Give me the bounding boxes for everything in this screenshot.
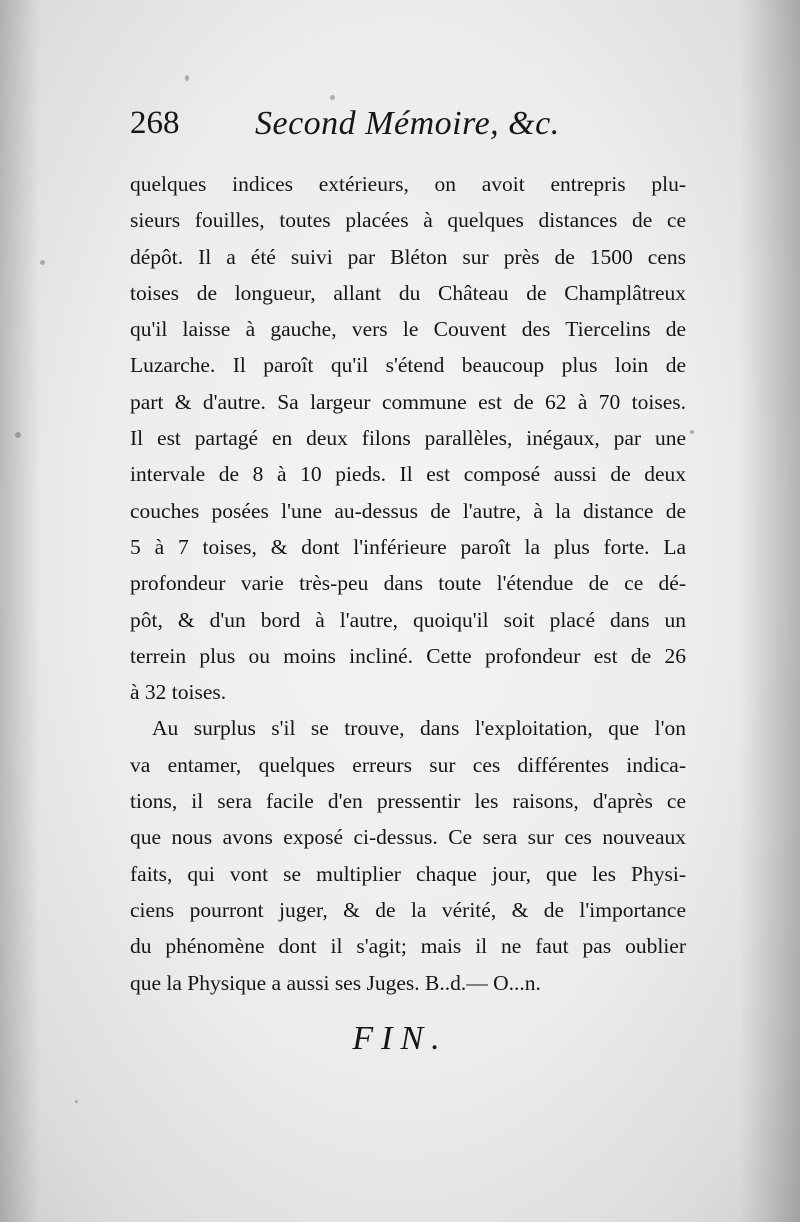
text-line: que nous avons exposé ci-dessus. Ce sera sur ces nouveaux — [130, 825, 686, 850]
paper-speck — [15, 432, 21, 438]
end-mark: FIN. — [352, 1020, 448, 1057]
text-line: 5 à 7 toises, & dont l'inférieure paroît la plus forte. La — [130, 534, 686, 559]
text-line: couches posées l'une au-dessus de l'autre, à la distance de — [130, 498, 686, 523]
text-line: ciens pourront juger, & de la vérité, & de l'importance — [130, 897, 686, 922]
paper-speck — [330, 95, 335, 100]
running-title: Second Mémoire, &c. — [255, 105, 560, 142]
text-line: tions, il sera facile d'en pressentir les raisons, d'après ce — [130, 789, 686, 814]
text-line: dépôt. Il a été suivi par Bléton sur près de 1500 cens — [130, 244, 686, 269]
paper-speck — [690, 430, 694, 434]
text-line: terrein plus ou moins incliné. Cette profondeur est de 26 — [130, 643, 686, 668]
paper-speck — [75, 1100, 78, 1103]
text-line: Au surplus s'il se trouve, dans l'exploitation, que l'on — [152, 716, 686, 741]
text-line: profondeur varie très-peu dans toute l'étendue de ce dé- — [130, 571, 686, 596]
text-line: à 32 toises. — [130, 680, 227, 705]
paper-speck — [185, 75, 189, 81]
text-line: intervale de 8 à 10 pieds. Il est composé aussi de deux — [130, 462, 686, 487]
text-line: Luzarche. Il paroît qu'il s'étend beaucoup plus loin de — [130, 353, 686, 378]
text-line: sieurs fouilles, toutes placées à quelques distances de ce — [130, 208, 686, 233]
text-line: quelques indices extérieurs, on avoit entrepris plu- — [130, 172, 686, 196]
text-line: Il est partagé en deux filons parallèles, inégaux, par une — [130, 426, 686, 451]
text-line: va entamer, quelques erreurs sur ces différentes indica- — [130, 752, 686, 777]
text-line: faits, qui vont se multiplier chaque jour, que les Physi- — [130, 861, 686, 886]
paper-speck — [40, 260, 45, 265]
page-number: 268 — [130, 105, 180, 141]
body-text — [130, 166, 686, 1001]
text-line: toises de longueur, allant du Château de Champlâtreux — [130, 280, 686, 305]
page-header — [130, 105, 690, 155]
text-line: qu'il laisse à gauche, vers le Couvent des Tiercelins de — [130, 317, 686, 342]
text-line: que la Physique a aussi ses Juges. B..d.— O...n. — [130, 970, 541, 995]
text-line: pôt, & d'un bord à l'autre, quoiqu'il soit placé dans un — [130, 607, 686, 632]
text-line: du phénomène dont il s'agit; mais il ne faut pas oublier — [130, 934, 686, 959]
text-line: part & d'autre. Sa largeur commune est de 62 à 70 toises. — [130, 389, 686, 414]
